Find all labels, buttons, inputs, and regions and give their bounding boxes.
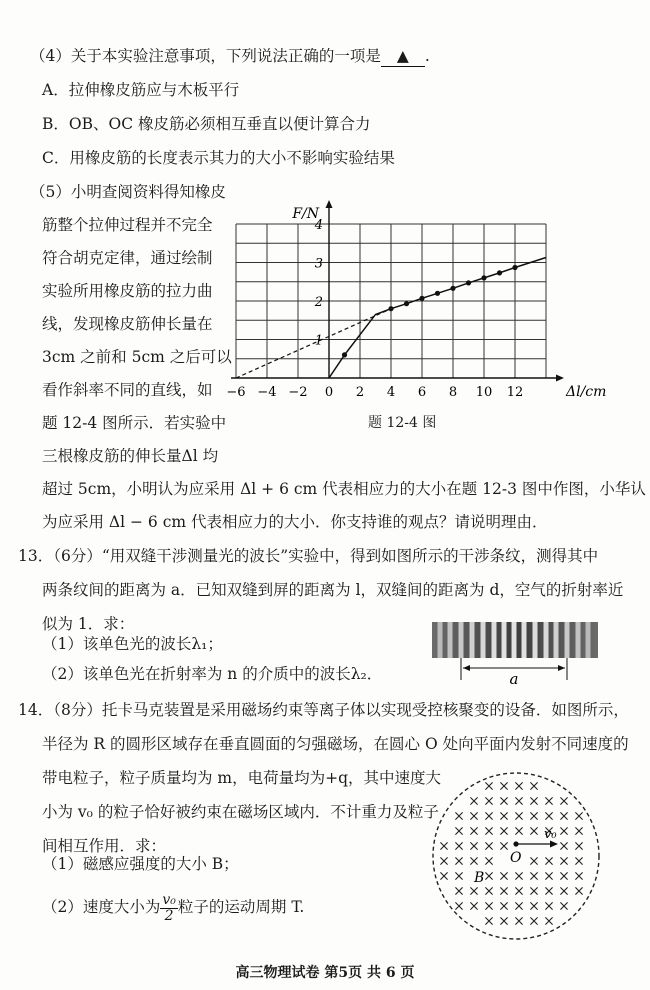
field-cross (440, 842, 447, 849)
q5-line-7: 看作斜率不同的直线，如 (42, 381, 213, 399)
field-cross (455, 842, 462, 849)
field-cross (500, 842, 507, 849)
data-point (512, 265, 517, 270)
q5-line-8: 题 12-4 图所示．若实验中 (42, 414, 227, 432)
field-cross (530, 857, 537, 864)
data-point (404, 301, 409, 306)
field-cross (470, 827, 477, 834)
q14-sub2-post: 粒子的运动周期 T. (177, 898, 305, 916)
field-cross (485, 797, 492, 804)
q14-line-4: 小为 v₀ 的粒子恰好被约束在磁场区域内．不计重力及粒子 (42, 803, 439, 821)
bright-fringe (522, 622, 527, 658)
x-tick-label: 12 (506, 385, 524, 400)
measure-label-a: a (509, 670, 519, 688)
x-tick-label: 10 (475, 385, 493, 400)
x-tick-label: 4 (386, 385, 396, 400)
field-cross (485, 872, 492, 879)
y-tick-label: 1 (314, 333, 323, 349)
field-cross (530, 887, 537, 894)
chart-grid (236, 224, 546, 378)
field-cross (545, 902, 552, 909)
field-cross (560, 827, 567, 834)
field-cross (545, 797, 552, 804)
field-cross (470, 812, 477, 819)
field-cross (515, 827, 522, 834)
label-v0: v₀ (544, 827, 557, 842)
series-extension (236, 309, 391, 378)
field-cross (500, 887, 507, 894)
page-footer: 高三物理试卷 第5页 共 6 页 (235, 965, 415, 981)
data-point (435, 291, 440, 296)
field-cross (515, 887, 522, 894)
field-cross (455, 827, 462, 834)
field-cross (530, 782, 537, 789)
x-tick-label: 8 (448, 385, 458, 400)
field-cross (470, 797, 477, 804)
field-cross (560, 797, 567, 804)
x-tick-label: −6 (226, 385, 246, 400)
field-cross (545, 857, 552, 864)
field-cross (545, 887, 552, 894)
q4-stem-text: （4）关于本实验注意事项，下列说法正确的一项是 (30, 47, 381, 65)
q14-sub1: （1）磁感应强度的大小 B； (42, 855, 239, 873)
label-B: B (474, 870, 485, 886)
field-cross (575, 842, 582, 849)
field-cross (470, 887, 477, 894)
field-cross (485, 902, 492, 909)
q5-line-6: 3cm 之前和 5cm 之后可以 (42, 348, 232, 366)
field-cross (545, 872, 552, 879)
data-point (497, 270, 502, 275)
bright-fringe (459, 622, 464, 658)
field-cross (500, 902, 507, 909)
field-cross (560, 812, 567, 819)
q4-option-c: C．用橡皮筋的长度表示其力的大小不影响实验结果 (42, 149, 395, 167)
field-cross (485, 857, 492, 864)
field-cross (515, 812, 522, 819)
x-tick-label: 0 (324, 385, 334, 400)
bright-fringe (565, 622, 570, 658)
measure-arrow-right (558, 665, 565, 671)
field-cross (560, 842, 567, 849)
field-cross (515, 917, 522, 924)
magnetic-field-circle-figure (430, 770, 606, 946)
field-cross (515, 872, 522, 879)
q5-line-3: 符合胡克定律，通过绘制 (42, 249, 213, 267)
field-cross (455, 872, 462, 879)
field-cross (485, 782, 492, 789)
x-tick-label: 6 (417, 385, 427, 400)
field-cross (500, 782, 507, 789)
bright-fringe (470, 622, 475, 658)
bright-fringe (512, 622, 517, 658)
field-cross (440, 872, 447, 879)
x-tick-label: 2 (355, 385, 365, 400)
field-cross (440, 857, 447, 864)
y-axis-label: F/N (292, 206, 319, 222)
field-cross (455, 902, 462, 909)
data-point (450, 286, 455, 291)
q4-tail: . (424, 47, 430, 65)
q5-full-line-2: 为应采用 Δl − 6 cm 代表相应力的大小．你支持谁的观点？请说明理由． (42, 513, 548, 531)
field-cross (455, 857, 462, 864)
fringe-bright-bands (438, 622, 591, 658)
y-tick-label: 3 (314, 256, 323, 272)
q13-sub1: （1）该单色光的波长λ₁； (42, 635, 223, 653)
q5-line-4: 实验所用橡皮筋的拉力曲 (42, 282, 213, 300)
field-cross (515, 782, 522, 789)
field-cross (485, 917, 492, 924)
field-cross (500, 812, 507, 819)
field-cross (545, 917, 552, 924)
bright-fringe (481, 622, 486, 658)
data-point (342, 352, 347, 357)
x-tick-label: −4 (257, 385, 277, 400)
field-cross (515, 902, 522, 909)
q13-line-1: 13．（6分）“用双缝干涉测量光的波长”实验中，得到如图所示的干涉条纹，测得其中 (18, 547, 599, 565)
field-cross (530, 872, 537, 879)
field-cross (485, 842, 492, 849)
field-cross (470, 902, 477, 909)
field-cross (500, 797, 507, 804)
field-cross (470, 842, 477, 849)
field-cross (530, 902, 537, 909)
fraction-denominator: 2 (164, 907, 174, 924)
x-axis-label: Δl/cm (566, 384, 607, 400)
bright-fringe (502, 622, 507, 658)
q14-sub2-pre: （2）速度大小为 (42, 898, 161, 916)
bright-fringe (544, 622, 549, 658)
q14-sub2 (42, 890, 304, 924)
bright-fringe (492, 622, 497, 658)
q5-full-line-1: 超过 5cm，小明认为应采用 Δl + 6 cm 代表相应力的大小在题 12-3 图中作图，小华认 (42, 480, 646, 498)
y-axis-arrow (326, 200, 333, 208)
chart-tick-labels (226, 218, 523, 400)
field-cross (485, 827, 492, 834)
field-cross (500, 872, 507, 879)
bright-fringe (448, 622, 453, 658)
measure-arrow-left (463, 665, 470, 671)
field-cross (500, 827, 507, 834)
field-cross (530, 827, 537, 834)
data-point (466, 280, 471, 285)
q4-stem (30, 46, 430, 67)
q4-option-a: A．拉伸橡皮筋应与木板平行 (42, 81, 240, 99)
bright-fringe (586, 622, 591, 658)
q13-sub2: （2）该单色光在折射率为 n 的介质中的波长λ₂． (42, 665, 383, 683)
field-cross (530, 797, 537, 804)
field-cross (575, 887, 582, 894)
field-cross (575, 872, 582, 879)
q4-option-b: B．OB、OC 橡皮筋必须相互垂直以便计算合力 (42, 115, 371, 133)
q14-line-2: 半径为 R 的圆形区域存在垂直圆面的匀强磁场，在圆心 O 处向平面内发射不同速度的 (42, 735, 629, 753)
y-tick-label: 2 (314, 295, 323, 310)
bright-fringe (554, 622, 559, 658)
field-cross (560, 872, 567, 879)
q4-answer-blank (381, 46, 425, 67)
q14-line-1: 14．（8分）托卡马克装置是采用磁场约束等离子体以实现受控核聚变的设备．如图所示， (18, 701, 629, 719)
force-extension-chart (224, 188, 607, 428)
interference-fringe-figure (432, 620, 602, 690)
q13-line-3: 似为 1．求： (42, 615, 135, 633)
x-axis-arrow (556, 375, 564, 382)
bright-fringe (576, 622, 581, 658)
q5-line-2: 筋整个拉伸过程并不完全 (42, 216, 213, 234)
field-cross (455, 887, 462, 894)
field-cross (575, 827, 582, 834)
field-cross (455, 812, 462, 819)
field-cross (530, 917, 537, 924)
field-cross (545, 812, 552, 819)
label-O: O (510, 850, 522, 866)
y-tick-label: 4 (314, 218, 323, 233)
q14-line-5: 间相互作用．求： (42, 837, 167, 855)
field-cross (560, 902, 567, 909)
field-cross (515, 797, 522, 804)
chart-caption: 题 12-4 图 (368, 415, 437, 431)
field-cross (485, 887, 492, 894)
field-cross (470, 857, 477, 864)
fraction-numerator: v₀ (162, 891, 176, 908)
q5-line-9: 三根橡皮筋的伸长量Δl 均 (42, 447, 219, 465)
field-cross (485, 812, 492, 819)
q4-blank-mark: ▲ (396, 47, 409, 65)
bright-fringe (533, 622, 538, 658)
field-cross (530, 812, 537, 819)
field-cross (575, 857, 582, 864)
data-point (481, 275, 486, 280)
field-cross (560, 887, 567, 894)
q5-line-1: （5）小明查阅资料得知橡皮 (30, 183, 226, 201)
data-point (388, 306, 393, 311)
field-cross (560, 857, 567, 864)
bright-fringe (438, 622, 443, 658)
field-cross (575, 812, 582, 819)
q5-line-5: 线，发现橡皮筋伸长量在 (42, 315, 213, 333)
q14-line-3: 带电粒子，粒子质量均为 m，电荷量均为+q，其中速度大 (42, 769, 442, 787)
q13-line-2: 两条纹间的距离为 a．已知双缝到屏的距离为 l，双缝间的距离为 d，空气的折射率近 (42, 581, 624, 599)
field-cross (500, 917, 507, 924)
data-point (419, 296, 424, 301)
x-tick-label: −2 (288, 385, 308, 400)
q14-fraction (160, 893, 178, 924)
